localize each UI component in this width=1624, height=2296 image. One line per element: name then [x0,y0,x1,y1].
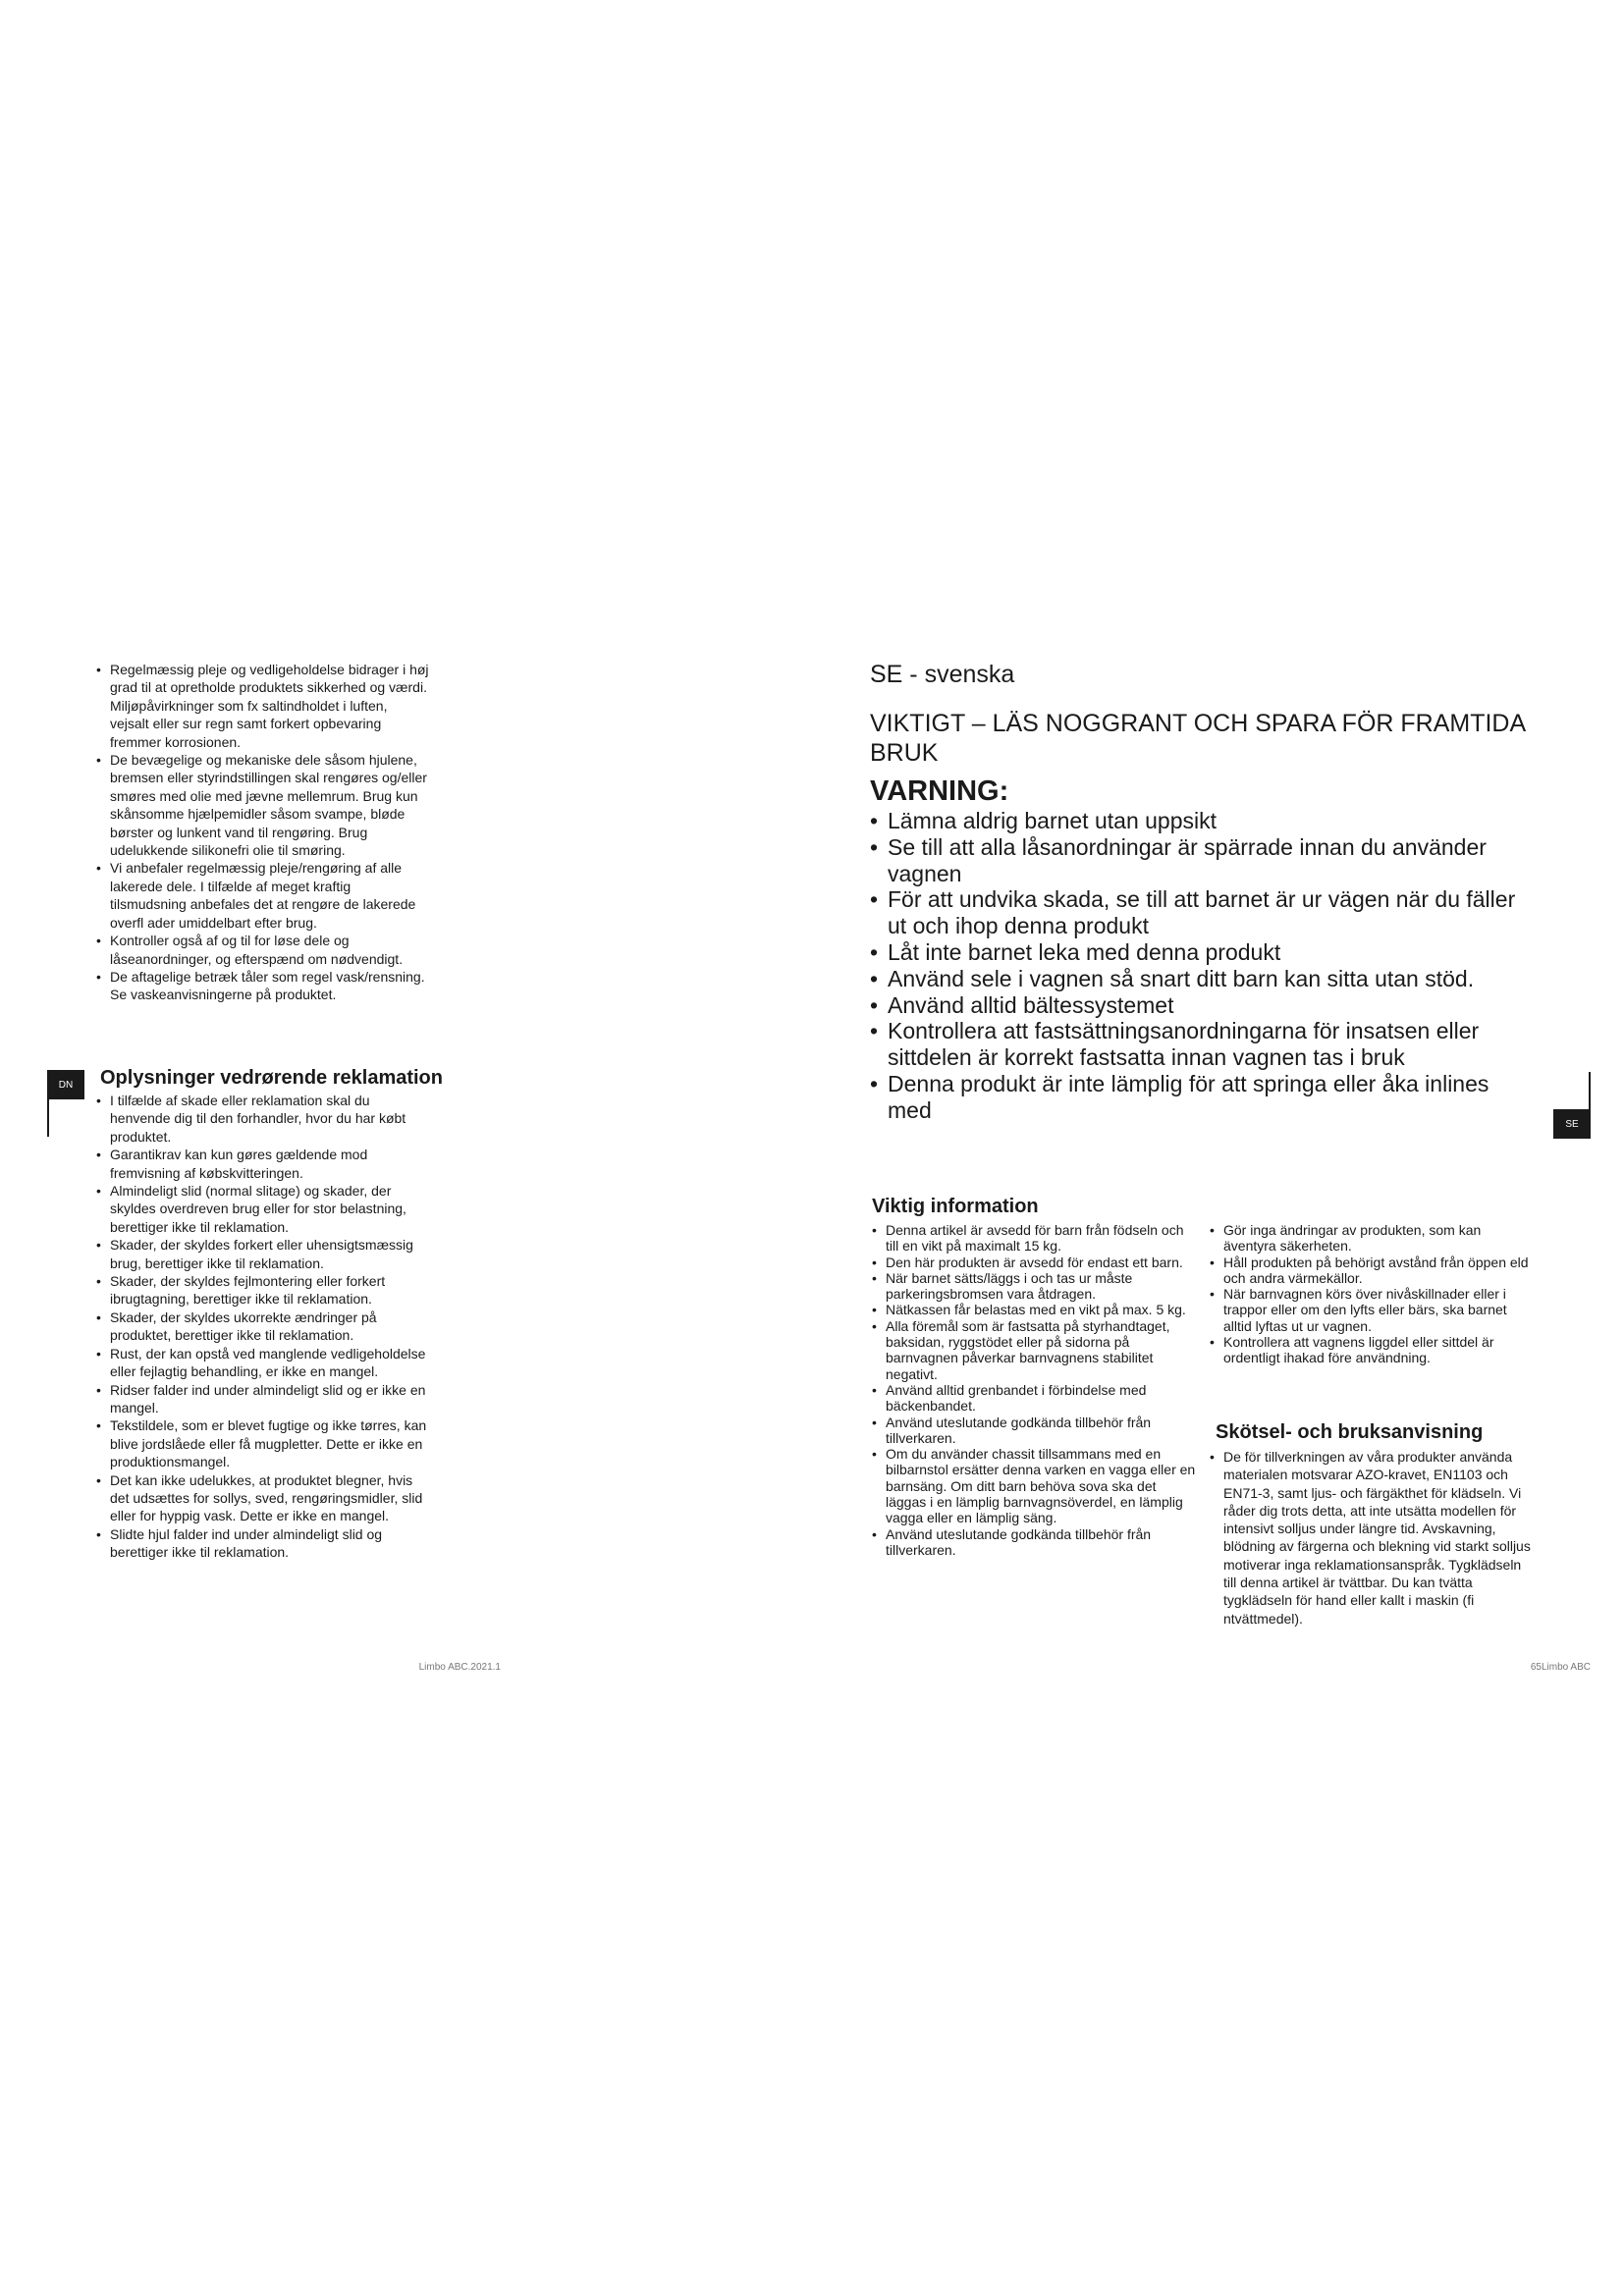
se-info-left-list [872,1222,1196,1558]
list-item: • Det kan ikke udelukkes, at produktet blegner, hvis det udsættes for sollys, sved, rengøringsmidler, slid eller for hyppig vask. Dette er ikke en mangel. [96,1471,430,1525]
list-item: • Lämna aldrig barnet utan uppsikt [870,808,1538,834]
list-item: • Nätkassen får belastas med en vikt på max. 5 kg. [872,1302,1196,1317]
list-item: • Garantikrav kan kun gøres gældende mod fremvisning af købskvitteringen. [96,1146,430,1182]
se-care-list [1210,1448,1534,1628]
right-page-footer: 65Limbo ABC [1530,1662,1591,1673]
dn-care-section [96,661,430,1004]
list-item: • Använd uteslutande godkända tillbehör från tillverkaren. [872,1526,1196,1559]
dn-claims-list [96,1092,430,1562]
list-item: • Använd uteslutande godkända tillbehör från tillverkaren. [872,1415,1196,1447]
list-item: • Håll produkten på behörigt avstånd från öppen eld och andra värmekällor. [1210,1255,1534,1287]
list-item: • Gör inga ändringar av produkten, som kan äventyra säkerheten. [1210,1222,1534,1255]
list-item: • De aftagelige betræk tåler som regel vask/rensning. Se vaskeanvisningerne på produktet. [96,968,430,1004]
list-item: • Låt inte barnet leka med denna produkt [870,939,1538,966]
list-item: • Kontrollera att fastsättningsanordningarna för insatsen eller sittdelen är korrekt fastsatta innan vagnen tas i bruk [870,1018,1538,1071]
list-item: • Använd alltid grenbandet i förbindelse med bäckenbandet. [872,1382,1196,1415]
list-item: • Denna produkt är inte lämplig för att springa eller åka inlines med [870,1071,1538,1124]
list-item: • Använd sele i vagnen så snart ditt barn kan sitta utan stöd. [870,966,1538,992]
dn-language-tab: DN [47,1070,84,1099]
dn-tab-divider [47,1099,49,1137]
se-info-right-list [1210,1222,1534,1366]
list-item: • De bevægelige og mekaniske dele såsom hjulene, bremsen eller styrindstillingen skal rengøres og/eller smøres med olie med jævne mellemrum. Brug kun skånsomme hjælpemidler såsom svampe, bløde børster og lunkent vand til rengøring. Brug udelukkende silikonefri olie til smøring. [96,751,430,859]
list-item: • Skader, der skyldes ukorrekte ændringer på produktet, berettiger ikke til reklamation. [96,1308,430,1345]
dn-claims-section [96,1092,430,1562]
list-item: • Tekstildele, som er blevet fugtige og ikke tørres, kan blive jordslåede eller få mugpletter. Dette er ikke en produktionsmangel. [96,1416,430,1470]
list-item: • Se till att alla låsanordningar är spärrade innan du använder vagnen [870,834,1538,887]
dn-care-list [96,661,430,1004]
list-item: • Använd alltid bältessystemet [870,992,1538,1019]
se-language-tab: SE [1553,1109,1591,1139]
se-important-heading: VIKTIGT – LÄS NOGGRANT OCH SPARA FÖR FRAMTIDA BRUK [870,710,1525,767]
se-care-heading: Skötsel- och bruksanvisning [1216,1421,1484,1443]
list-item: • Skader, der skyldes forkert eller uhensigtsmæssig brug, berettiger ikke til reklamation. [96,1236,430,1272]
list-item: • Vi anbefaler regelmæssig pleje/rengøring af alle lakerede dele. I tilfælde af meget kraftig tilsmudsning anbefales det at rengøre de lakerede overfl ader umiddelbart efter brug. [96,859,430,932]
list-item: • När barnet sätts/läggs i och tas ur måste parkeringsbromsen vara åtdragen. [872,1270,1196,1303]
se-warning-title: VARNING: [870,775,1009,807]
left-page-footer: Limbo ABC.2021.1 [418,1662,501,1673]
list-item: • Om du använder chassit tillsammans med en bilbarnstol ersätter denna varken en vagga eller en barnsäng. Om ditt barn behöva sova ska det läggas i en lämplig barnvagnsöverdel, en lämplig vagga eller en lämplig säng. [872,1446,1196,1525]
list-item: • Almindeligt slid (normal slitage) og skader, der skyldes overdreven brug eller for stor belastning, berettiger ikke til reklamation. [96,1182,430,1236]
list-item: • De för tillverkningen av våra produkter använda materialen motsvarar AZO-kravet, EN1103 och EN71-3, samt ljus- och färgäkthet för klädseln. Vi råder dig trots detta, att inte utsätta modellen för intensivt solljus under längre tid. Avskavning, blödning av färgerna och blekning vid starkt solljus motiverar inga reklamationsanspråk. Tygklädseln till denna artikel är tvättbar. Du kan tvätta tygklädseln för hand eller kallt i maskin (fi ntvättmedel). [1210,1448,1534,1628]
list-item: • Kontroller også af og til for løse dele og låseanordninger, og efterspænd om nødvendigt. [96,932,430,968]
list-item: • Kontrollera att vagnens liggdel eller sittdel är ordentligt ihakad före användning. [1210,1334,1534,1366]
se-warning-section [870,808,1538,1124]
list-item: • Den här produkten är avsedd för endast ett barn. [872,1255,1196,1270]
se-care-section [1210,1448,1534,1628]
list-item: • När barnvagnen körs över nivåskillnader eller i trappor eller om den lyfts eller bärs, ska barnet alltid lyftas ut ur vagnen. [1210,1286,1534,1334]
list-item: • Skader, der skyldes fejlmontering eller forkert ibrugtagning, berettiger ikke til reklamation. [96,1272,430,1308]
list-item: • Regelmæssig pleje og vedligeholdelse bidrager i høj grad til at opretholde produktets sikkerhed og værdi. Miljøpåvirkninger som fx saltindholdet i luften, vejsalt eller sur regn samt forkert opbevaring fremmer korrosionen. [96,661,430,751]
list-item: • I tilfælde af skade eller reklamation skal du henvende dig til den forhandler, hvor du har købt produktet. [96,1092,430,1146]
se-info-right-column [1210,1222,1534,1366]
se-warning-list [870,808,1538,1124]
list-item: • Denna artikel är avsedd för barn från födseln och till en vikt på maximalt 15 kg. [872,1222,1196,1255]
dn-claims-heading: Oplysninger vedrørende reklamation [100,1067,443,1089]
list-item: • För att undvika skada, se till att barnet är ur vägen när du fäller ut och ihop denna produkt [870,886,1538,939]
se-info-left-column [872,1222,1196,1558]
se-tab-divider [1589,1072,1591,1109]
list-item: • Slidte hjul falder ind under almindeligt slid og berettiger ikke til reklamation. [96,1525,430,1562]
list-item: • Ridser falder ind under almindeligt slid og er ikke en mangel. [96,1381,430,1417]
list-item: • Rust, der kan opstå ved manglende vedligeholdelse eller fejlagtig behandling, er ikke en mangel. [96,1345,430,1381]
list-item: • Alla föremål som är fastsatta på styrhandtaget, baksidan, ryggstödet eller på sidorna på barnvagnen påverkar barnvagnens stabilitet negativt. [872,1318,1196,1382]
se-info-heading: Viktig information [872,1196,1039,1217]
se-language-heading: SE - svenska [870,661,1015,688]
